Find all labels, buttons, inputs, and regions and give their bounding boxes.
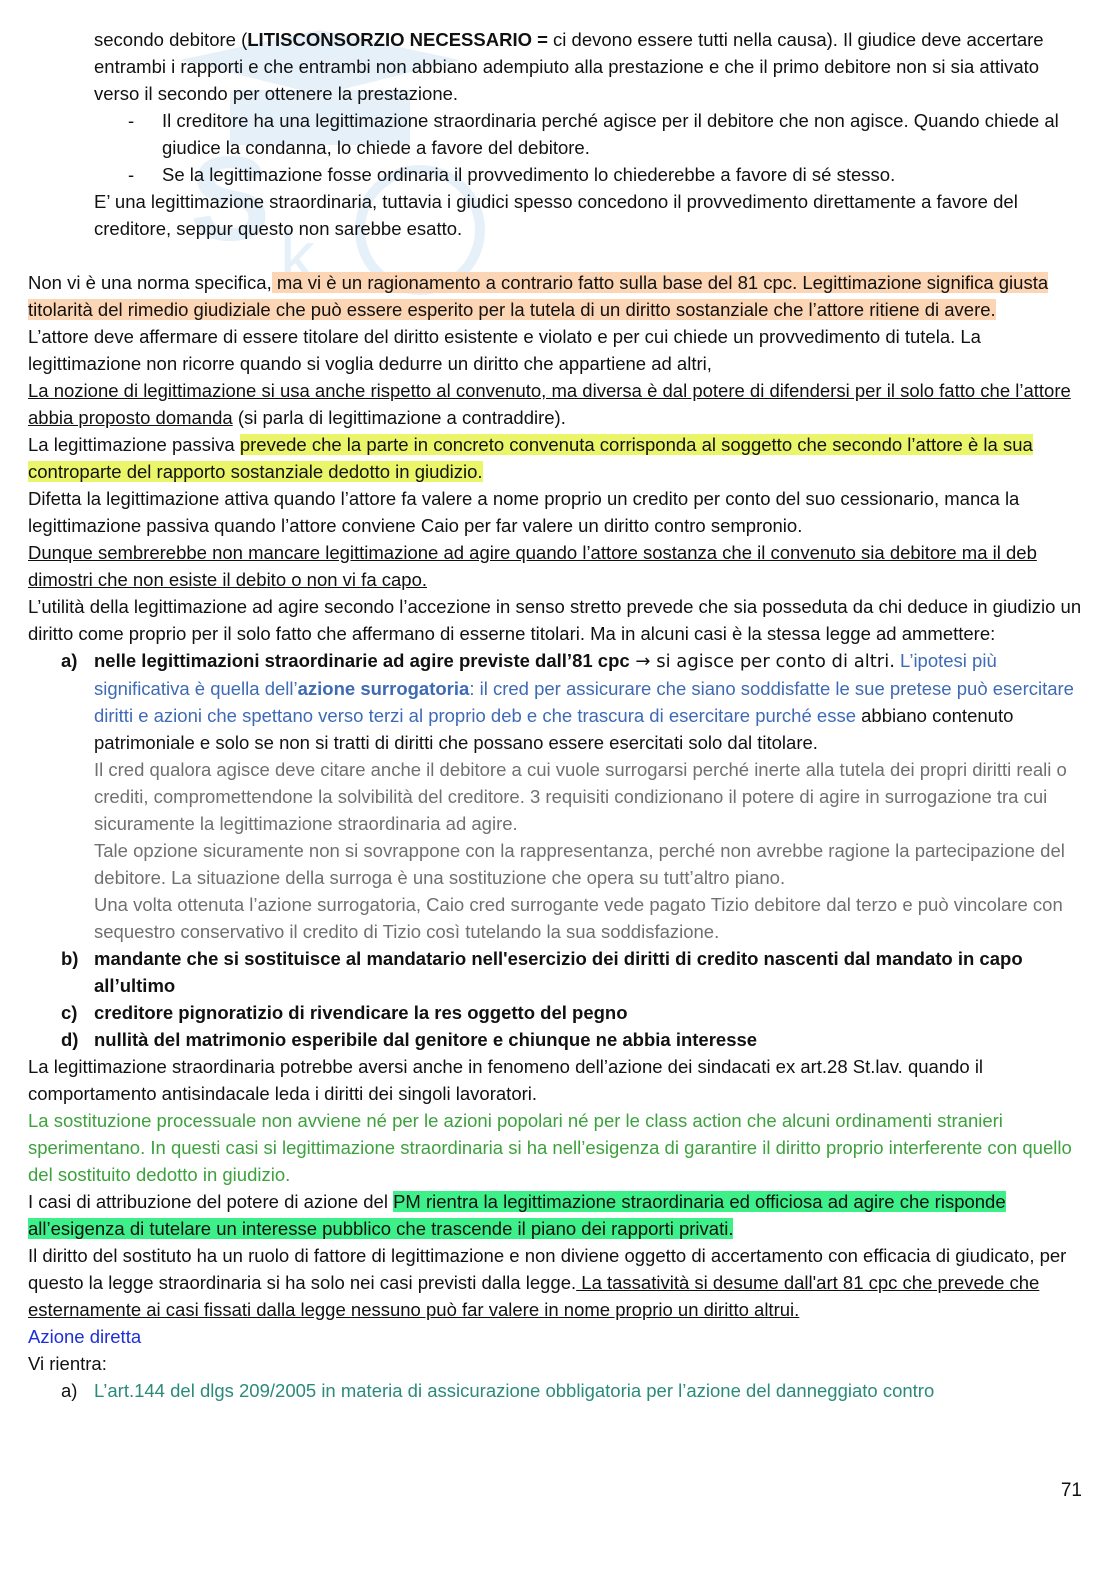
list-item-b: b) mandante che si sostituisce al mandatario nell'esercizio dei diritti di credito nascenti dal mandato in capo all’ultimo	[61, 948, 1023, 996]
highlight-orange: ma vi è un ragionamento a contrario fatto sulla base del 81 cpc. Legittimazione significa giusta titolarità del rimedio giudiziale che può essere esperito per la tutela di un diritto sostanziale che l’attore ritiene di avere.	[28, 272, 1049, 320]
paragraph-passiva: La legittimazione passiva prevede che la parte in concreto convenuta corrisponda al soggetto che secondo l’attore è la sua controparte del rapporto sostanziale dedotto in giudizio.	[28, 434, 1033, 482]
paragraph-attore: L’attore deve affermare di essere titolare del diritto esistente e violato e per cui chiede un provvedimento di tutela. La legittimazione non ricorre quando si voglia dedurre un diritto che appartiene ad altri,	[28, 326, 981, 374]
page-content	[28, 26, 1088, 1404]
paragraph-difetta: Difetta la legittimazione attiva quando l’attore fa valere a nome proprio un credito per conto del suo cessionario, manca la legittimazione passiva quando l’attore conviene Caio per far valere un diritto contro sempronio.	[28, 488, 1020, 536]
highlight-green: PM rientra la legittimazione straordinaria ed officiosa ad agire che risponde all’esigenza di tutelare un interesse pubblico che trascende il piano dei rapporti privati.	[28, 1191, 1006, 1239]
list-item-a: a) nelle legittimazioni straordinarie ad agire previste dall’81 cpc → si agisce per conto di altri. L’ipotesi più significativa è quella dell’azione surrogatoria: il cred per assicurare che siano soddisfatte le sue pretese può esercitare diritti e azioni che spettano verso terzi al proprio deb e che trascura di esercitare purché esse abbiano contenuto patrimoniale e solo se non si tratti di diritti che possano essere esercitati solo dal titolare. Il cred qualora agisce deve citare anche il debitore a cui vuole surrogarsi perché inerte alla tutela dei propri diritti reali o crediti, compromettendone la solvibilità del creditore. 3 requisiti condizionano il potere di agire in surrogazione tra cui sicuramente la legittimazione straordinaria ad agire. Tale opzione sicuramente non si sovrappone con la rappresentanza, perché non avrebbe ragione la partecipazione del debitore. La situazione della surroga è una sostituzione che opera su tutt’altro piano. Una volta ottenuta l’azione surrogatoria, Caio cred surrogante vede pagato Tizio debitore dal terzo e può vincolare con sequestro conservativo il credito di Tizio così tutelando la sua soddisfazione.	[28, 647, 1088, 945]
paragraph-dunque: Dunque sembrerebbe non mancare legittimazione ad agire quando l’attore sostanza che il convenuto sia debitore ma il deb dimostri che non esiste il debito o non vi fa capo.	[28, 542, 1037, 590]
paragraph-convenuto: La nozione di legittimazione si usa anche rispetto al convenuto, ma diversa è dal potere di difendersi per il solo fatto che l’attore abbia proposto domanda (si parla di legittimazione a contraddire).	[28, 380, 1071, 428]
highlight-yellow: prevede che la parte in concreto convenuta corrisponda al soggetto che secondo l’attore è la sua controparte del rapporto sostanziale dedotto in giudizio.	[28, 434, 1033, 482]
dash-item: - Il creditore ha una legittimazione straordinaria perché agisce per il debitore che non agisce. Quando chiede al giudice la condanna, lo chiede a favore del debitore.	[128, 110, 1059, 158]
paragraph-vi-rientra: Vi rientra:	[28, 1353, 107, 1374]
list-item-a-note: Una volta ottenuta l’azione surrogatoria, Caio cred surrogante vede pagato Tizio debitore dal terzo e può vincolare con sequestro conservativo il credito di Tizio così tutelando la sua soddisfazione.	[94, 894, 1063, 942]
paragraph-pm: I casi di attribuzione del potere di azione del PM rientra la legittimazione straordinaria ed officiosa ad agire che risponde all’esigenza di tutelare un interesse pubblico che trascende il piano dei rapporti privati.	[28, 1191, 1006, 1239]
list-item-a-note: Tale opzione sicuramente non si sovrappone con la rappresentanza, perché non avrebbe ragione la partecipazione del debitore. La situazione della surroga è una sostituzione che opera su tutt’altro piano.	[94, 840, 1065, 888]
page-number: 71	[1060, 1480, 1082, 1501]
intro-paragraph: secondo debitore (LITISCONSORZIO NECESSARIO = ci devono essere tutti nella causa). Il giudice deve accertare entrambi i rapporti e che entrambi non abbiano adempiuto alla prestazione e che il primo debitore non si sia attivato verso il secondo per ottenere la prestazione.	[94, 29, 1044, 104]
svg-text:k: k	[280, 217, 315, 295]
paragraph-sostituto: Il diritto del sostituto ha un ruolo di fattore di legittimazione e non diviene oggetto di accertamento con efficacia di giudicato, per questo la legge straordinaria si ha solo nei casi previsti dalla legge. La tassatività si desume dall'art 81 cpc che prevede che esternamente ai casi fissati dalla legge nessuno può far valere in nome proprio un diritto altrui.	[28, 1245, 1067, 1320]
paragraph-sostituzione: La sostituzione processuale non avviene né per le azioni popolari né per le class action che alcuni ordinamenti stranieri sperimentano. In questi casi si legittimazione straordinaria si ha nell’esigenza di garantire il diritto proprio interferente con quello del sostituito dedotto in giudizio.	[28, 1110, 1072, 1185]
paragraph-norma: Non vi è una norma specifica, ma vi è un ragionamento a contrario fatto sulla base del 81 cpc. Legittimazione significa giusta titolarità del rimedio giudiziale che può essere esperito per la tutela di un diritto sostanziale che l’attore ritiene di avere.	[28, 272, 1049, 320]
list-item-c: c) creditore pignoratizio di rivendicare la res oggetto del pegno	[61, 1002, 628, 1023]
paragraph-utilita: L’utilità della legittimazione ad agire secondo l’accezione in senso stretto prevede che sia posseduta da chi deduce in giudizio un diritto come proprio per il solo fatto che affermano di esserne titolari. Ma in alcuni casi è la stessa legge ad ammettere:	[28, 596, 1082, 644]
list-item-d: d) nullità del matrimonio esperibile dal genitore e chiunque ne abbia interesse	[61, 1029, 758, 1050]
intro-paragraph-2: E’ una legittimazione straordinaria, tuttavia i giudici spesso concedono il provvedimento direttamente a favore del creditore, seppur questo non sarebbe esatto.	[94, 191, 1018, 239]
svg-text:S: S	[190, 132, 271, 266]
list-item-last: a) L’art.144 del dlgs 209/2005 in materia di assicurazione obbligatoria per l’azione del danneggiato contro	[61, 1380, 935, 1401]
section-heading: Azione diretta	[28, 1326, 142, 1347]
list-item-a-note: Il cred qualora agisce deve citare anche il debitore a cui vuole surrogarsi perché inerte alla tutela dei propri diritti reali o crediti, compromettendone la solvibilità del creditore. 3 requisiti condizionano il potere di agire in surrogazione tra cui sicuramente la legittimazione straordinaria ad agire.	[94, 759, 1067, 834]
dash-item: - Se la legittimazione fosse ordinaria il provvedimento lo chiederebbe a favore di sé stesso.	[128, 164, 896, 185]
paragraph-sindacati: La legittimazione straordinaria potrebbe aversi anche in fenomeno dell’azione dei sindacati ex art.28 St.lav. quando il comportamento antisindacale leda i diritti dei singoli lavoratori.	[28, 1056, 984, 1104]
